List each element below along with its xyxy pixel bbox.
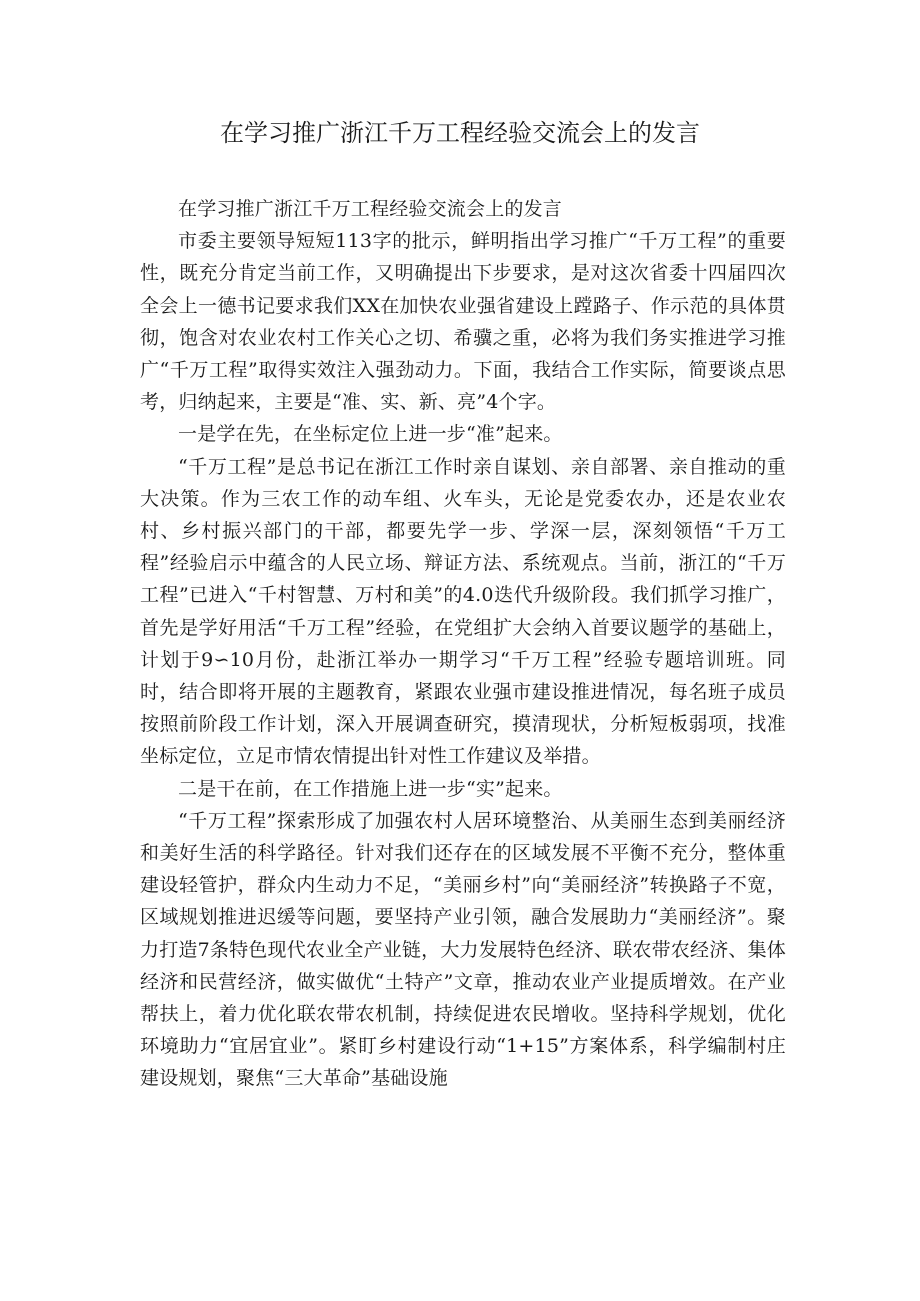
paragraph-section-2: “千万工程”探索形成了加强农村人居环境整治、从美丽生态到美丽经济和美好生活的科学路径。针对我们还存在的区域发展不平衡不充分，整体重建设轻管护，群众内生动力不足，“美丽乡村”向“美丽经济”转换路子不宽，区域规划推进迟缓等问题，要坚持产业引领，融合发展助力“美丽经济”。聚力打造7条特色现代农业全产业链，大力发展特色经济、联农带农经济、集体经济和民营经济，做实做优“土特产”文章，推动农业产业提质增效。在产业帮扶上，着力优化联农带农机制，持续促进农民增收。坚持科学规划，优化环境助力“宜居宜业”。紧盯乡村建设行动“1+15”方案体系，科学编制村庄建设规划，聚焦“三大革命”基础设施	[140, 809, 786, 1090]
paragraph-intro: 市委主要领导短短113字的批示，鲜明指出学习推广“千万工程”的重要性，既充分肯定当前工作，又明确提出下步要求，是对这次省委十四届四次全会上一德书记要求我们XX在加快农业强省建设上蹚路子、作示范的具体贯彻，饱含对农业农村工作关心之切、希骥之重，必将为我们务实推进学习推广“千万工程”取得实效注入强劲动力。下面，我结合工作实际，简要谈点思考，归纳起来，主要是“准、实、新、亮”4个字。	[140, 230, 786, 414]
section-heading-2: 二是干在前，在工作措施上进一步“实”起来。	[178, 777, 563, 800]
document-title: 在学习推广浙江千万工程经验交流会上的发言	[220, 119, 700, 147]
section-heading-1: 一是学在先，在坐标定位上进一步“准”起来。	[178, 423, 563, 446]
document-body	[140, 193, 786, 1095]
paragraph-subtitle: 在学习推广浙江千万工程经验交流会上的发言	[178, 198, 563, 220]
paragraph-section-1: “千万工程”是总书记在浙江工作时亲自谋划、亲自部署、亲自推动的重大决策。作为三农工作的动车组、火车头，无论是党委农办，还是农业农村、乡村振兴部门的干部，都要先学一步、学深一层，深刻领悟“千万工程”经验启示中蕴含的人民立场、辩证方法、系统观点。当前，浙江的“千万工程”已进入“千村智慧、万村和美”的4.0迭代升级阶段。我们抓学习推广，首先是学好用活“千万工程”经验，在党组扩大会纳入首要议题学的基础上，计划于9∽10月份，赴浙江举办一期学习“千万工程”经验专题培训班。同时，结合即将开展的主题教育，紧跟农业强市建设推进情况，每名班子成员按照前阶段工作计划，深入开展调查研究，摸清现状，分析短板弱项，找准坐标定位，立足市情农情提出针对性工作建议及举措。	[140, 455, 786, 768]
